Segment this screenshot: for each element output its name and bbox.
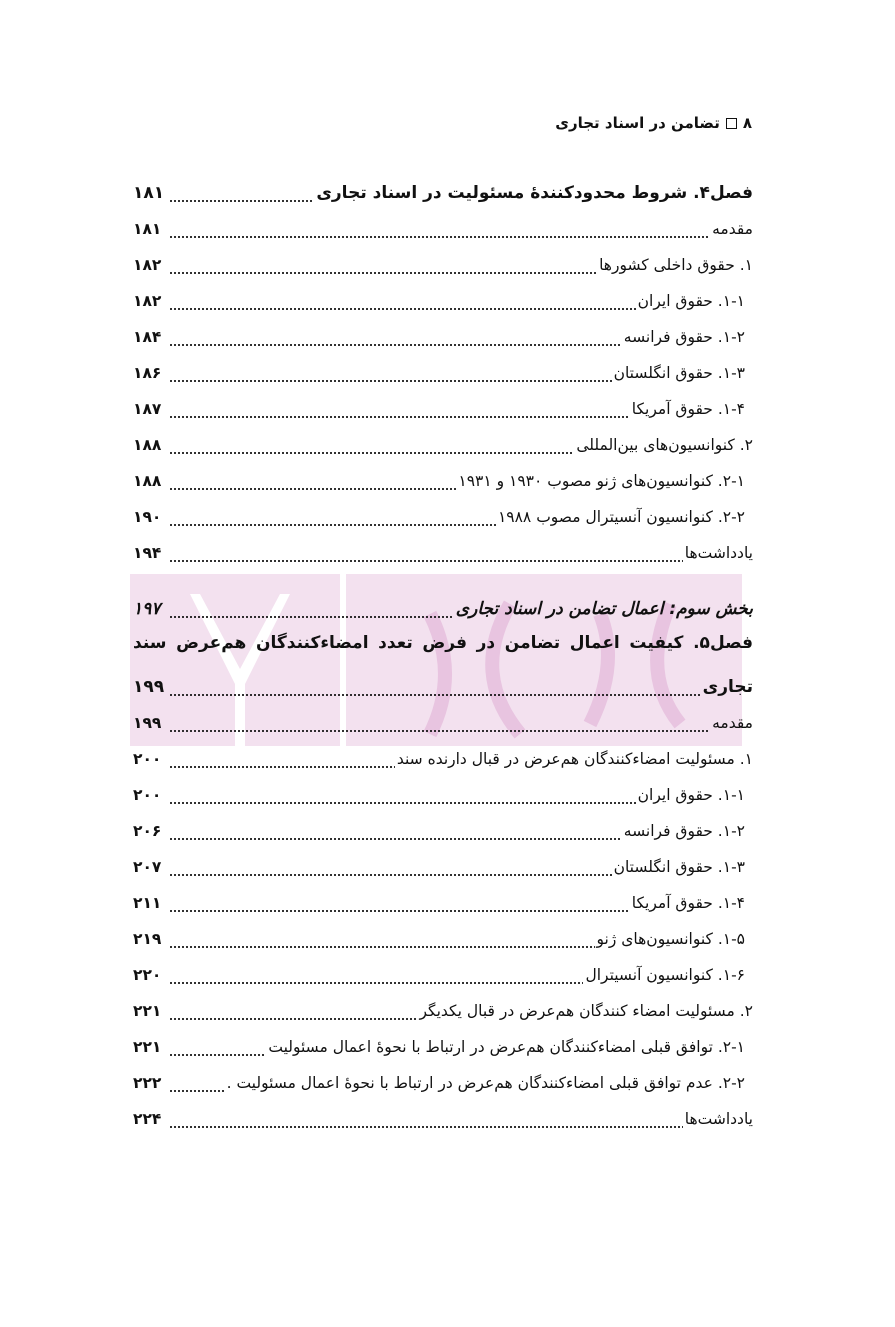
toc-entry[interactable] [133,312,753,348]
toc-entry-title: ۱-۴. حقوق آمریکا [631,894,745,912]
toc-entry[interactable] [133,986,753,1022]
toc-entry-page: ۲۱۱ [133,894,162,912]
toc-entry[interactable] [133,806,753,842]
dot-leader [169,470,456,492]
toc-entry-page: ۱۸۸ [133,436,162,454]
dot-leader [169,712,710,734]
dot-leader [169,676,701,698]
dot-leader [169,1000,417,1022]
toc-entry-title: فصل۴. شروط محدودکنندهٔ مسئولیت در اسناد تجاری [316,183,753,203]
toc-entry-title: ۲-۱. کنوانسیون‌های ژنو مصوب ۱۹۳۰ و ۱۹۳۱ [458,472,745,490]
toc-entry-page: ۲۱۹ [133,930,162,948]
toc-entry[interactable] [133,950,753,986]
toc-entry-page: ۱۹۷ [133,599,161,619]
toc-entry[interactable] [133,492,753,528]
toc-entry[interactable] [133,456,753,492]
toc-entry-title: ۱-۱. حقوق ایران [637,292,745,310]
toc-entry-title: ۱. مسئولیت امضاءکنندگان هم‌عرض در قبال دارنده سند [396,750,753,768]
toc-entry-title: ۲. مسئولیت امضاء کنندگان هم‌عرض در قبال یکدیگر [419,1002,753,1020]
toc-entry-page: ۱۸۱ [133,183,165,203]
toc-entry-page: ۱۹۹ [133,677,165,697]
dot-leader [169,1072,225,1094]
toc-entry-title: یادداشت‌ها [684,544,753,562]
dot-leader [169,290,636,312]
toc-entry-title: ۱-۵. کنوانسیون‌های ژنو [596,930,745,948]
toc-entry-title: ۱-۱. حقوق ایران [637,786,745,804]
toc-entry-title: تجاری [702,677,753,697]
dot-leader [169,434,574,456]
toc-entry-page: ۲۲۱ [133,1002,162,1020]
toc-entry-title: ۱-۶. کنوانسیون آنسیترال [585,966,745,984]
toc-entry-page: ۱۸۴ [133,328,162,346]
dot-leader [169,820,622,842]
toc-entry[interactable] [133,240,753,276]
toc-entry-title: ۲-۲. کنوانسیون آنسیترال مصوب ۱۹۸۸ [497,508,745,526]
toc-entry-page: ۱۹۹ [133,714,162,732]
dot-leader [169,928,595,950]
toc-entry-title: ۲-۲. عدم توافق قبلی امضاءکنندگان هم‌عرض در ارتباط با نحوهٔ اعمال مسئولیت . [226,1074,745,1092]
toc-entry-page: ۱۸۲ [133,256,162,274]
toc-entry[interactable] [133,528,753,564]
toc-entry-page: ۲۰۷ [133,858,162,876]
toc-entry[interactable] [133,878,753,914]
dot-leader [169,362,612,384]
toc-entry-page: ۲۲۴ [133,1110,162,1128]
dot-leader [169,326,622,348]
dot-leader [169,1108,683,1130]
toc-entry-page: ۱۸۷ [133,400,162,418]
dot-leader [169,506,496,528]
toc-entry[interactable] [133,842,753,878]
dot-leader [169,542,683,564]
toc-entry[interactable] [133,420,753,456]
toc-entry-page: ۲۲۱ [133,1038,162,1056]
toc-entry-title: ۱. حقوق داخلی کشورها [599,256,753,274]
page-number: ۸ [742,114,752,132]
toc-entry-page: ۲۲۰ [133,966,162,984]
toc-chapter-title-line1: فصل۵. کیفیت اعمال تضامن در فرض تعدد امضاءکنندگان هم‌عرض سند [133,633,753,653]
dot-leader [169,218,710,240]
toc-entry-title: ۲. کنوانسیون‌های بین‌المللی [576,436,753,454]
toc-entry-page: ۲۰۰ [133,786,162,804]
toc-entry[interactable] [133,1094,753,1130]
toc-entry-page: ۲۲۲ [133,1074,162,1092]
dot-leader [169,964,583,986]
toc-entry[interactable] [133,1022,753,1058]
toc-entry-page: ۲۰۰ [133,750,162,768]
toc-entry-title: مقدمه [712,220,753,238]
toc-entry-page: ۱۹۰ [133,508,162,526]
toc-entry-page: ۱۸۶ [133,364,162,382]
toc-entry[interactable] [133,914,753,950]
dot-leader [169,598,454,620]
dot-leader [169,748,395,770]
toc-entry[interactable] [133,1058,753,1094]
table-of-contents [133,168,753,1130]
running-title: تضامن در اسناد تجاری [555,114,720,132]
toc-chapter-entry[interactable] [133,664,753,698]
toc-entry-title: یادداشت‌ها [684,1110,753,1128]
toc-entry[interactable] [133,168,753,204]
toc-entry[interactable] [133,276,753,312]
dot-leader [169,182,314,204]
toc-entry-page: ۱۹۴ [133,544,162,562]
toc-entry[interactable] [133,384,753,420]
toc-entry-title: ۲-۱. توافق قبلی امضاءکنندگان هم‌عرض در ارتباط با نحوهٔ اعمال مسئولیت [268,1038,745,1056]
dot-leader [169,892,630,914]
toc-entry-title: ۱-۳. حقوق انگلستان [613,858,745,876]
toc-entry[interactable] [133,734,753,770]
dot-leader [169,784,636,806]
toc-entry-page: ۲۰۶ [133,822,162,840]
toc-entry-title: ۱-۲. حقوق فرانسه [623,822,745,840]
toc-entry[interactable] [133,770,753,806]
toc-entry[interactable] [133,698,753,734]
dot-leader [169,1036,266,1058]
dot-leader [169,254,597,276]
toc-entry[interactable] [133,204,753,240]
toc-entry-title: ۱-۲. حقوق فرانسه [623,328,745,346]
dot-leader [169,856,612,878]
square-bullet-icon [726,118,737,129]
toc-entry-title: ۱-۴. حقوق آمریکا [631,400,745,418]
toc-entry-page: ۱۸۲ [133,292,162,310]
toc-entry-page: ۱۸۱ [133,220,162,238]
dot-leader [169,398,630,420]
running-header [555,114,752,132]
toc-entry-title: بخش سوم: اعمال تضامن در اسناد تجاری [455,599,753,619]
toc-entry-page: ۱۸۸ [133,472,162,490]
toc-entry-title: مقدمه [712,714,753,732]
toc-entry-title: ۱-۳. حقوق انگلستان [613,364,745,382]
toc-entry[interactable] [133,348,753,384]
toc-part-entry[interactable] [133,564,753,620]
